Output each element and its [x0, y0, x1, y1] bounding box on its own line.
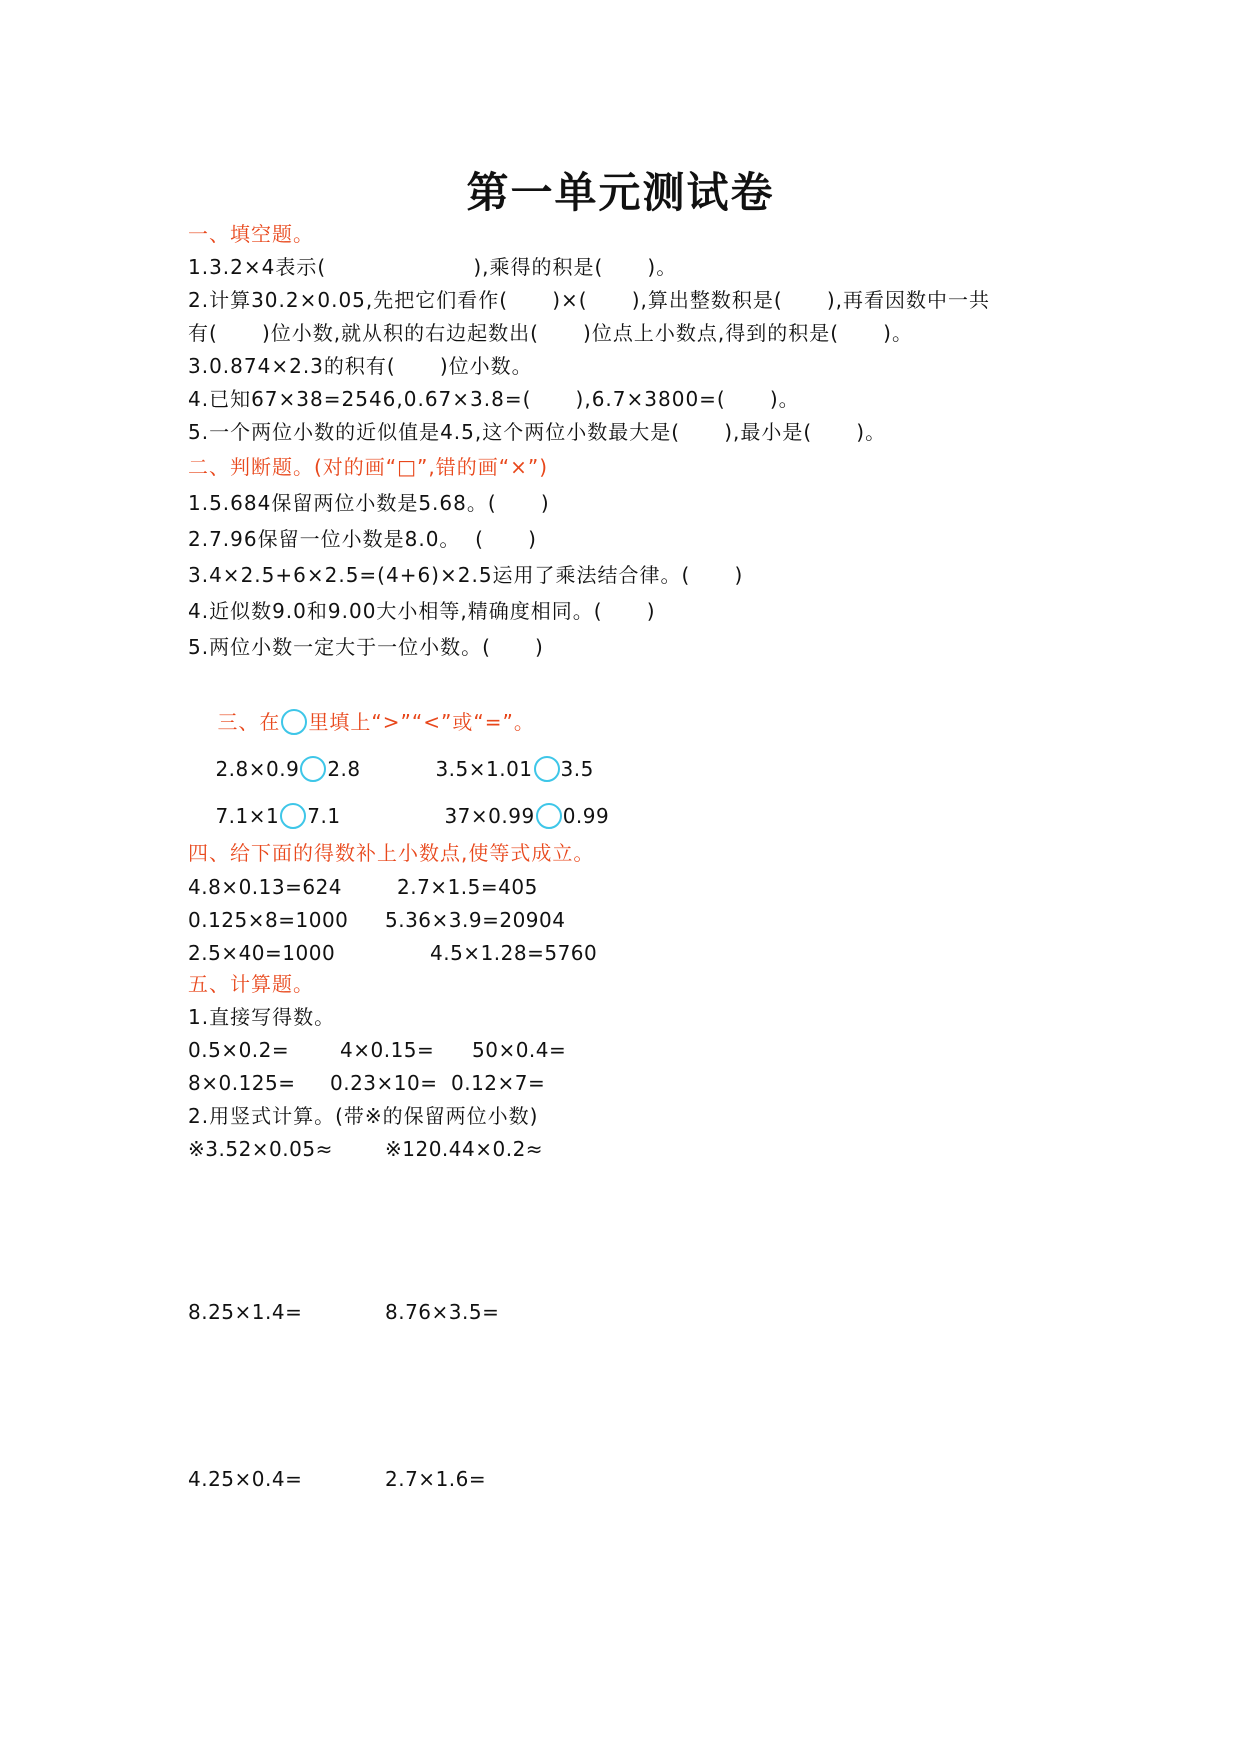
section5-heading: 五、计算题。: [188, 972, 314, 996]
vertical-calc-item: 4.25×0.4=: [188, 1467, 303, 1491]
decimal-point-item: 2.5×40=1000: [188, 941, 336, 965]
section3-heading-pre: 三、在: [217, 710, 281, 734]
fill-question-5: 5.一个两位小数的近似值是4.5,这个两位小数最大是( ),最小是( )。: [188, 420, 887, 444]
fill-question-2b: 有( )位小数,就从积的右边起数出( )位点上小数点,得到的积是( )。: [188, 321, 913, 345]
compare-right: 0.99: [562, 804, 610, 828]
judge-question-3: 3.4×2.5+6×2.5=(4+6)×2.5运用了乘法结合律。( ): [188, 563, 744, 587]
page-title: 第一单元测试卷: [466, 168, 775, 217]
compare-right: 2.8: [327, 757, 361, 781]
direct-answer-item: 8×0.125=: [188, 1071, 296, 1095]
section1-heading: 一、填空题。: [188, 222, 314, 246]
direct-answer-item: 0.5×0.2=: [188, 1038, 290, 1062]
compare-left: 37×0.99: [444, 804, 535, 828]
section4-heading: 四、给下面的得数补上小数点,使等式成立。: [188, 841, 595, 865]
compare-left: 7.1×1: [215, 804, 280, 828]
vertical-calc-label: 2.用竖式计算。(带※的保留两位小数): [188, 1104, 539, 1128]
vertical-calc-item: ※3.52×0.05≈: [188, 1137, 333, 1161]
decimal-point-item: 5.36×3.9=20904: [385, 908, 566, 932]
compare-circle-blank[interactable]: [536, 803, 562, 829]
vertical-calc-item: 2.7×1.6=: [385, 1467, 487, 1491]
compare-right: 7.1: [307, 804, 341, 828]
decimal-point-item: 4.8×0.13=624: [188, 875, 343, 899]
judge-question-4: 4.近似数9.0和9.00大小相等,精确度相同。( ): [188, 599, 656, 623]
section3-heading-post: 里填上“>”“<”或“=”。: [308, 710, 535, 734]
direct-answer-label: 1.直接写得数。: [188, 1005, 336, 1029]
direct-answer-item: 4×0.15=: [340, 1038, 435, 1062]
compare-left: 2.8×0.9: [215, 757, 300, 781]
fill-question-3: 3.0.874×2.3的积有( )位小数。: [188, 354, 533, 378]
compare-right: 3.5: [560, 757, 594, 781]
direct-answer-item: 0.23×10=: [330, 1071, 438, 1095]
fill-question-4: 4.已知67×38=2546,0.67×3.8=( ),6.7×3800=( )。: [188, 387, 800, 411]
judge-question-1: 1.5.684保留两位小数是5.68。( ): [188, 491, 550, 515]
compare-circle-blank[interactable]: [280, 803, 306, 829]
direct-answer-item: 50×0.4=: [472, 1038, 567, 1062]
decimal-point-item: 4.5×1.28=5760: [430, 941, 598, 965]
section2-heading: 二、判断题。(对的画“□”,错的画“×”): [188, 455, 549, 479]
vertical-calc-item: 8.25×1.4=: [188, 1300, 303, 1324]
decimal-point-item: 0.125×8=1000: [188, 908, 349, 932]
compare-left: 3.5×1.01: [435, 757, 533, 781]
fill-question-2a: 2.计算30.2×0.05,先把它们看作( )×( ),算出整数积是( ),再看因数中一共: [188, 288, 990, 312]
fill-question-1: 1.3.2×4表示( ),乘得的积是( )。: [188, 255, 678, 279]
judge-question-5: 5.两位小数一定大于一位小数。( ): [188, 635, 544, 659]
decimal-point-item: 2.7×1.5=405: [397, 875, 538, 899]
vertical-calc-item: 8.76×3.5=: [385, 1300, 500, 1324]
direct-answer-item: 0.12×7=: [451, 1071, 546, 1095]
judge-question-2: 2.7.96保留一位小数是8.0。 ( ): [188, 527, 537, 551]
vertical-calc-item: ※120.44×0.2≈: [385, 1137, 544, 1161]
